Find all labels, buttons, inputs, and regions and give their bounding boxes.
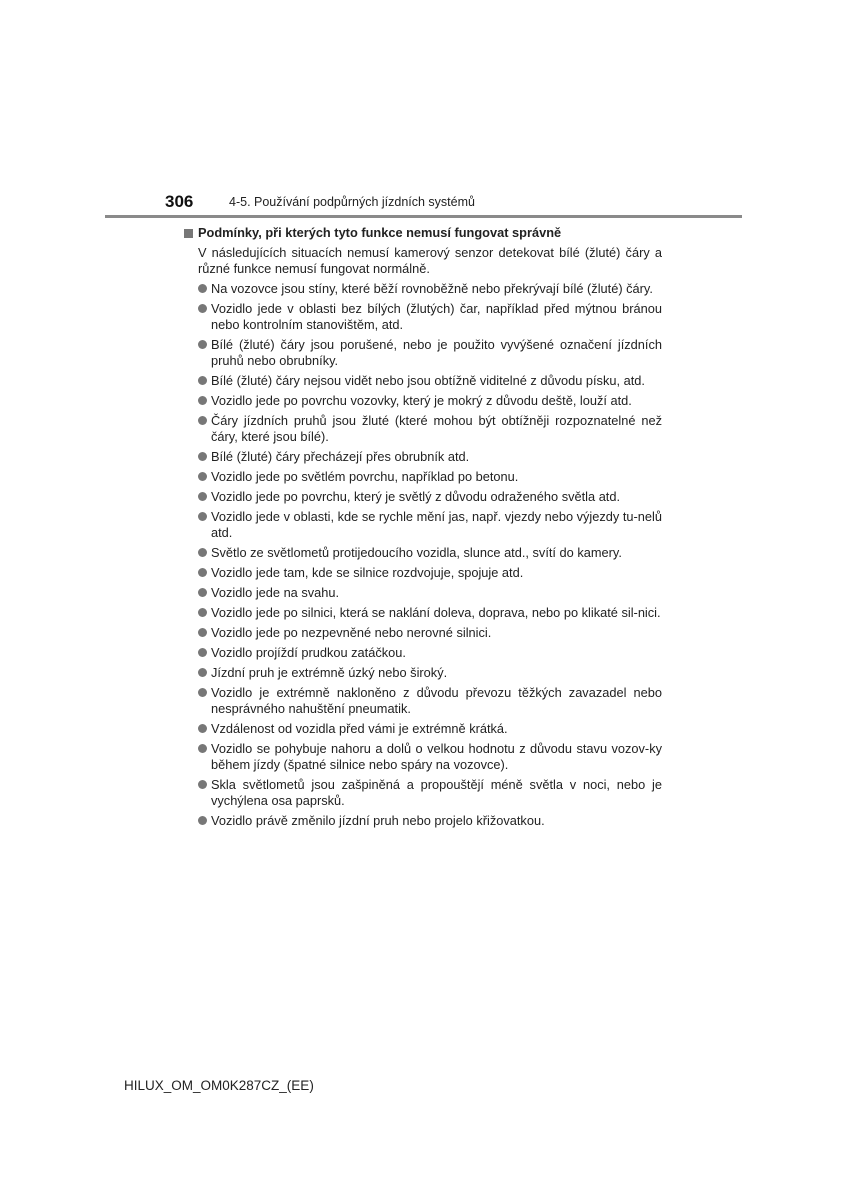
list-item — [198, 301, 662, 333]
list-item — [198, 449, 662, 465]
list-item — [198, 373, 662, 389]
list-item-text: Bílé (žluté) čáry přecházejí přes obrubník atd. — [211, 449, 470, 464]
list-item — [198, 545, 662, 561]
bullet-icon — [198, 304, 207, 313]
bullet-icon — [198, 492, 207, 501]
bullet-icon — [198, 608, 207, 617]
list-item-text: Jízdní pruh je extrémně úzký nebo široký. — [211, 665, 448, 680]
header-divider — [105, 215, 742, 218]
bullet-icon — [198, 452, 207, 461]
list-item-text: Vozidlo projíždí prudkou zatáčkou. — [211, 645, 406, 660]
list-item — [198, 565, 662, 581]
list-item — [198, 393, 662, 409]
content-section — [184, 225, 664, 833]
bullet-icon — [198, 548, 207, 557]
section-heading — [184, 225, 664, 241]
list-item-text: Čáry jízdních pruhů jsou žluté (které mohou být obtížněji rozpoznatelné než čáry, které jsou bílé). — [211, 413, 662, 444]
list-item-text: Vozidlo jede na svahu. — [211, 585, 340, 600]
bullet-icon — [198, 396, 207, 405]
bullet-icon — [198, 744, 207, 753]
list-item — [198, 281, 662, 297]
bullet-icon — [198, 724, 207, 733]
list-item-text: Skla světlometů jsou zašpiněná a propouštějí méně světla v noci, nebo je vychýlena osa paprsků. — [211, 777, 662, 808]
page-number: 306 — [165, 192, 194, 211]
list-item — [198, 813, 662, 829]
bullet-icon — [198, 780, 207, 789]
bullet-icon — [198, 688, 207, 697]
list-item-text: Vozidlo jede po světlém povrchu, například po betonu. — [211, 469, 519, 484]
list-item — [198, 625, 662, 641]
bullet-icon — [198, 284, 207, 293]
list-item-text: Na vozovce jsou stíny, které běží rovnoběžně nebo překrývají bílé (žluté) čáry. — [211, 281, 653, 296]
section-title: 4-5. Používání podpůrných jízdních systémů — [229, 195, 475, 209]
bullet-icon — [198, 472, 207, 481]
bullet-icon — [198, 628, 207, 637]
list-item — [198, 469, 662, 485]
bullet-icon — [198, 816, 207, 825]
list-item — [198, 337, 662, 369]
list-item-text: Vozidlo jede v oblasti bez bílých (žlutých) čar, například před mýtnou bránou nebo kontrolním stanovištěm, atd. — [211, 301, 662, 332]
list-item — [198, 721, 662, 737]
list-item — [198, 741, 662, 773]
list-item-text: Vozidlo právě změnilo jízdní pruh nebo projelo křižovatkou. — [211, 813, 545, 828]
condition-list — [184, 281, 664, 829]
bullet-icon — [198, 376, 207, 385]
list-item — [198, 665, 662, 681]
list-item — [198, 777, 662, 809]
list-item-text: Vzdálenost od vozidla před vámi je extrémně krátká. — [211, 721, 508, 736]
list-item-text: Vozidlo jede v oblasti, kde se rychle mění jas, např. vjezdy nebo výjezdy tu-nelů atd. — [211, 509, 662, 540]
bullet-icon — [198, 512, 207, 521]
intro-paragraph: V následujících situacích nemusí kamerový senzor detekovat bílé (žluté) čáry a různé funkce nemusí fungovat normálně. — [198, 245, 662, 276]
bullet-icon — [198, 416, 207, 425]
list-item-text: Vozidlo jede po povrchu, který je světlý z důvodu odraženého světla atd. — [211, 489, 621, 504]
bullet-icon — [198, 668, 207, 677]
section-heading-text: Podmínky, při kterých tyto funkce nemusí fungovat správně — [198, 225, 562, 240]
list-item — [198, 605, 662, 621]
bullet-icon — [198, 648, 207, 657]
bullet-icon — [198, 588, 207, 597]
list-item — [198, 413, 662, 445]
list-item — [198, 685, 662, 717]
list-item — [198, 509, 662, 541]
bullet-icon — [198, 340, 207, 349]
square-bullet-icon — [184, 229, 193, 238]
list-item — [198, 489, 662, 505]
list-item-text: Vozidlo jede po silnici, která se naklání doleva, doprava, nebo po klikaté sil-nici. — [211, 605, 661, 620]
list-item-text: Vozidlo jede po povrchu vozovky, který je mokrý z důvodu deště, louží atd. — [211, 393, 632, 408]
list-item — [198, 645, 662, 661]
list-item-text: Vozidlo jede po nezpevněné nebo nerovné silnici. — [211, 625, 492, 640]
list-item-text: Vozidlo jede tam, kde se silnice rozdvojuje, spojuje atd. — [211, 565, 524, 580]
list-item-text: Bílé (žluté) čáry jsou porušené, nebo je použito vyvýšené označení jízdních pruhů nebo obrubníky. — [211, 337, 662, 368]
list-item — [198, 585, 662, 601]
list-item-text: Světlo ze světlometů protijedoucího vozidla, slunce atd., svítí do kamery. — [211, 545, 622, 560]
document-code: HILUX_OM_OM0K287CZ_(EE) — [124, 1078, 314, 1093]
list-item-text: Vozidlo je extrémně nakloněno z důvodu převozu těžkých zavazadel nebo nesprávného nahuštění pneumatik. — [211, 685, 662, 716]
bullet-icon — [198, 568, 207, 577]
list-item-text: Vozidlo se pohybuje nahoru a dolů o velkou hodnotu z důvodu stavu vozov-ky během jízdy (špatné silnice nebo spáry na vozovce). — [211, 741, 662, 772]
list-item-text: Bílé (žluté) čáry nejsou vidět nebo jsou obtížně viditelné z důvodu písku, atd. — [211, 373, 645, 388]
